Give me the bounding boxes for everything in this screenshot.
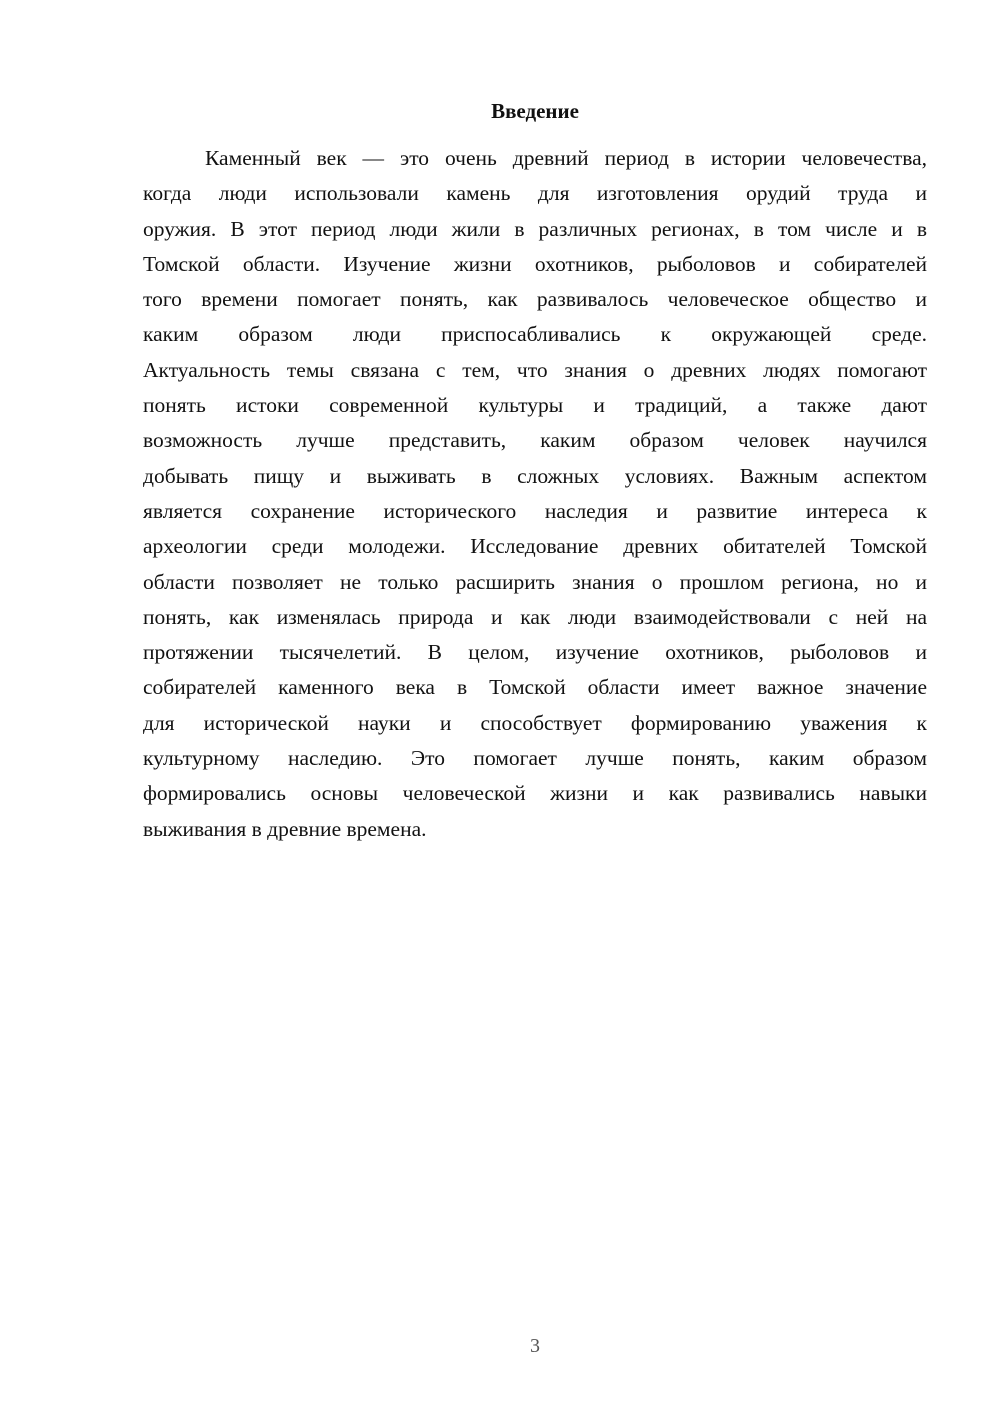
paragraph-line: формировались основы человеческой жизни и как развивались навыки [143,781,927,806]
paragraph-line: понять, как изменялась природа и как люди взаимодействовали с ней на [143,604,927,629]
paragraph-line: для исторической науки и способствует формированию уважения к [143,710,927,735]
body-paragraph [143,141,927,847]
paragraph-line: археологии среди молодежи. Исследование древних обитателей Томской [143,534,927,559]
paragraph-line: Актуальность темы связана с тем, что знания о древних людях помогают [143,357,927,382]
paragraph-line: культурному наследию. Это помогает лучше понять, каким образом [143,746,927,771]
paragraph-line: возможность лучше представить, каким образом человек научился [143,428,927,453]
paragraph-line: когда люди использовали камень для изготовления орудий труда и [143,181,927,206]
paragraph-line: добывать пищу и выживать в сложных условиях. Важным аспектом [143,463,927,488]
paragraph-line: понять истоки современной культуры и традиций, а также дают [143,393,927,418]
paragraph-line: Каменный век — это очень древний период в истории человечества, [205,146,927,170]
paragraph-line: Томской области. Изучение жизни охотников, рыболовов и собирателей [143,251,927,276]
page-number: 3 [530,1335,540,1357]
paragraph-line: выживания в древние времена. [143,816,427,841]
paragraph-line: того времени помогает понять, как развивалось человеческое общество и [143,287,927,312]
section-title: Введение [491,99,579,123]
paragraph-line: является сохранение исторического наследия и развитие интереса к [143,498,927,523]
paragraph-line: протяжении тысячелетий. В целом, изучение охотников, рыболовов и [143,640,927,665]
paragraph-line: области позволяет не только расширить знания о прошлом региона, но и [143,569,927,594]
paragraph-line: каким образом люди приспосабливались к окружающей среде. [143,322,927,347]
paragraph-line: оружия. В этот период люди жили в различных регионах, в том числе и в [143,216,927,241]
paragraph-line: собирателей каменного века в Томской области имеет важное значение [143,675,927,700]
